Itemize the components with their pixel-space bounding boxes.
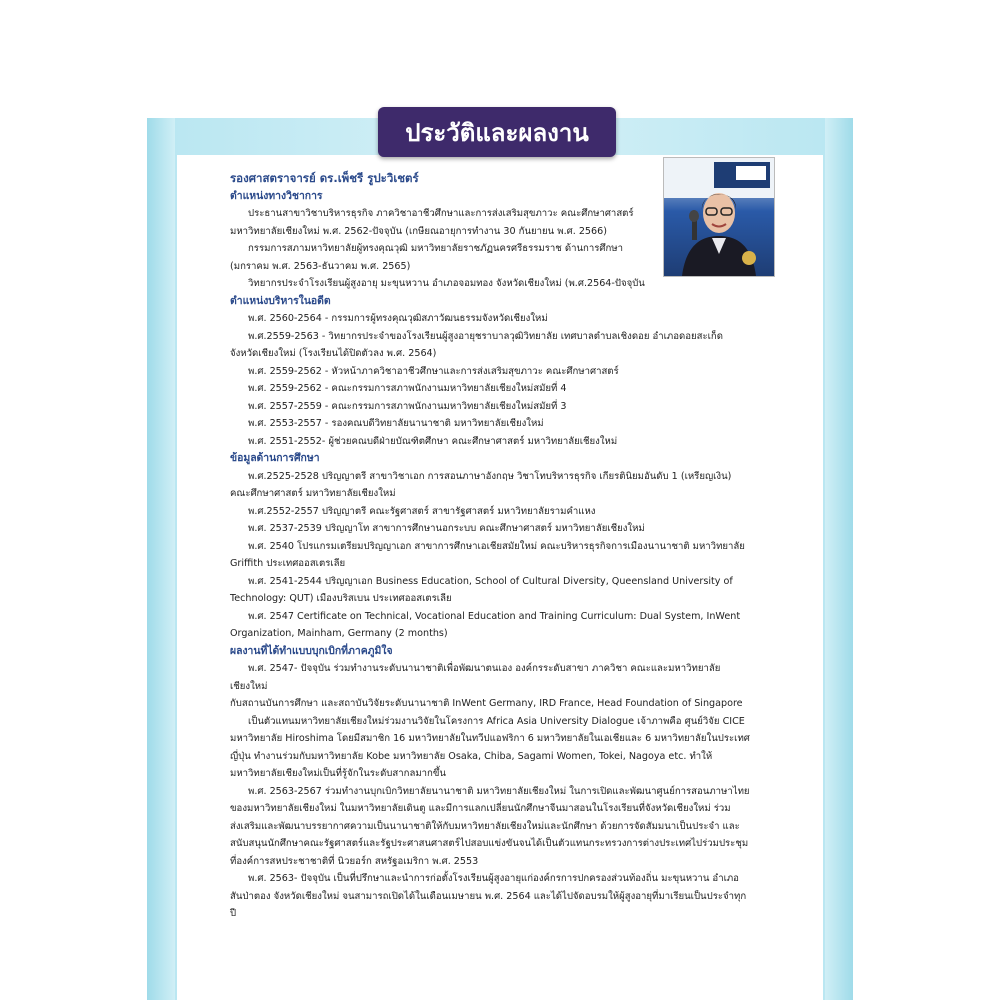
text-line: พ.ศ.2559-2563 - วิทยากรประจำของโรงเรียนผู้สูงอายุชราบาลวุฒิวิทยาลัย เทศบาลตำบลเชิงดอย อำเภอดอยสะเก็ด	[248, 330, 723, 342]
text-line: กับสถานบันการศึกษา และสถาบันวิจัยระดับนานาชาติ InWent Germany, IRD France, Head Foundation of Singapore	[230, 698, 743, 709]
text-line: ส่งเสริมและพัฒนาบรรยากาศความเป็นนานาชาติให้กับมหาวิทยาลัยเชียงใหม่และนักศึกษา ด้วยการจัดสัมมนาเป็นประจำ และ	[230, 820, 740, 832]
text-line: พ.ศ. 2551-2552- ผู้ช่วยคณบดีฝ่ายบัณฑิตศึกษา คณะศึกษาศาสตร์ มหาวิทยาลัยเชียงใหม่	[248, 435, 618, 447]
text-line: พ.ศ. 2563- ปัจจุบัน เป็นที่ปรึกษาและนำการก่อตั้งโรงเรียนผู้สูงอายุแก่องค์กรการปกครองส่วนท้องถิ่น มะขุนหวาน อำเภอ	[248, 873, 739, 884]
text-line: จังหวัดเชียงใหม่ (โรงเรียนได้ปิดตัวลง พ.ศ. 2564)	[230, 348, 437, 359]
text-line: พ.ศ. 2559-2562 - คณะกรรมการสภาพนักงานมหาวิทยาลัยเชียงใหม่สมัยที่ 4	[248, 383, 567, 394]
section-heading-pride: ผลงานที่ได้ทำแบบบุกเบิกที่ภาคภูมิใจ	[230, 644, 393, 657]
text-line: พ.ศ. 2557-2559 - คณะกรรมการสภาพนักงานมหาวิทยาลัยเชียงใหม่สมัยที่ 3	[248, 400, 567, 412]
text-line: พ.ศ. 2537-2539 ปริญญาโท สาขาการศึกษานอกระบบ คณะศึกษาศาสตร์ มหาวิทยาลัยเชียงใหม่	[248, 523, 645, 534]
text-line: พ.ศ.2552-2557 ปริญญาตรี คณะรัฐศาสตร์ สาขารัฐศาสตร์ มหาวิทยาลัยรามคำแหง	[248, 505, 596, 517]
text-line: มหาวิทยาลัยเชียงใหม่เป็นที่รู้จักในระดับสากลมากขึ้น	[230, 768, 446, 779]
text-line: Griffith ประเทศออสเตรเลีย	[230, 558, 346, 569]
title-banner	[378, 107, 616, 157]
text-line: ที่องค์การสหประชาชาติที่ นิวยอร์ก สหรัฐอเมริกา พ.ศ. 2553	[230, 855, 479, 867]
text-line: พ.ศ.2525-2528 ปริญญาตรี สาขาวิชาเอก การสอนภาษาอังกฤษ วิชาโทบริหารธุรกิจ เกียรตินิยมอันดับ 1 (เหรียญเงิน)	[248, 470, 732, 482]
section-heading-academic: ตำแหน่งทางวิชาการ	[230, 189, 323, 202]
text-line: วิทยากรประจำโรงเรียนผู้สูงอายุ มะขุนหวาน อำเภอจอมทอง จังหวัดเชียงใหม่ (พ.ศ.2564-ปัจจุบัน	[248, 278, 645, 289]
text-line: มหาวิทยาลัย Hiroshima โดยมีสมาชิก 16 มหาวิทยาลัยในทวีปแอฟริกา 6 มหาวิทยาลัยในเอเชียและ 6 มหาวิทยาลัยในประเทศ	[230, 733, 750, 744]
biography-content	[230, 170, 750, 923]
text-line: พ.ศ. 2553-2557 - รองคณบดีวิทยาลัยนานาชาติ มหาวิทยาลัยเชียงใหม่	[248, 418, 544, 429]
frame-edge-left	[147, 118, 175, 1000]
text-line: พ.ศ. 2547- ปัจจุบัน ร่วมทำงานระดับนานาชาติเพื่อพัฒนาตนเอง องค์กรระดับสาขา ภาควิชา คณะและมหาวิทยาลัยเชียงใหม่	[230, 663, 721, 692]
text-line: พ.ศ. 2540 โปรแกรมเตรียมปริญญาเอก สาขาการศึกษาเอเชียสมัยใหม่ คณะบริหารธุรกิจการเมืองนานาชาติ มหาวิทยาลัย	[248, 540, 745, 552]
person-name: รองศาสตราจารย์ ดร.เพ็ชรี รูปะวิเชตร์	[230, 171, 419, 185]
text-line: พ.ศ. 2560-2564 - กรรมการผู้ทรงคุณวุฒิสภาวัฒนธรรมจังหวัดเชียงใหม่	[248, 313, 548, 324]
text-line: ญี่ปุ่น ทำงานร่วมกับมหาวิทยาลัย Kobe มหาวิทยาลัย Osaka, Chiba, Sagami Women, Tokei, Nagoya etc. ทำให้	[230, 750, 713, 762]
section-heading-admin: ตำแหน่งบริหารในอดีต	[230, 294, 331, 307]
text-line: สันป่าตอง จังหวัดเชียงใหม่ จนสามารถเปิดได้ในเดือนเมษายน พ.ศ. 2564 และได้ไปจัดอบรมให้ผู้สูงอายุที่มาเรียนเป็นประจำทุกปี	[230, 890, 747, 919]
text-line: พ.ศ. 2541-2544 ปริญญาเอก Business Education, School of Cultural Diversity, Queensland University of	[248, 575, 733, 587]
text-line: พ.ศ. 2547 Certificate on Technical, Vocational Education and Training Curriculum: Dual System, InWent	[248, 610, 741, 622]
text-line: สนับสนุนนักศึกษาคณะรัฐศาสตร์และรัฐประศาสนศาสตร์ไปสอบแข่งขันจนได้เป็นตัวแทนกระทรวงการต่างประเทศไปร่วมประชุม	[230, 838, 749, 849]
page-title: ประวัติและผลงาน	[405, 118, 589, 147]
section-heading-education: ข้อมูลด้านการศึกษา	[230, 452, 320, 464]
frame-edge-right	[825, 118, 853, 1000]
text-line: ของมหาวิทยาลัยเชียงใหม่ ในมหาวิทยาลัยเดินตู และมีการแลกเปลี่ยนนักศึกษาจีนมาสอนในโรงเรียนที่จังหวัดเชียงใหม่ ร่วม	[230, 803, 731, 814]
text-line: กรรมการสภามหาวิทยาลัยผู้ทรงคุณวุฒิ มหาวิทยาลัยราชภัฏนครศรีธรรมราช ด้านการศึกษา	[248, 243, 623, 254]
text-line: (มกราคม พ.ศ. 2563-ธันวาคม พ.ศ. 2565)	[230, 260, 411, 272]
text-line: ประธานสาขาวิชาบริหารธุรกิจ ภาควิชาอาชีวศึกษาและการส่งเสริมสุขภาวะ คณะศึกษาศาสตร์	[248, 208, 634, 219]
text-line: พ.ศ. 2563-2567 ร่วมทำงานบุกเบิกวิทยาลัยนานาชาติ มหาวิทยาลัยเชียงใหม่ ในการเปิดและพัฒนาศูนย์การสอนภาษาไทย	[248, 785, 750, 797]
text-line: มหาวิทยาลัยเชียงใหม่ พ.ศ. 2562-ปัจจุบัน (เกษียณอายุการทำงาน 30 กันยายน พ.ศ. 2566)	[230, 225, 607, 237]
text-line: พ.ศ. 2559-2562 - หัวหน้าภาควิชาอาชีวศึกษาและการส่งเสริมสุขภาวะ คณะศึกษาศาสตร์	[248, 365, 619, 377]
text-line: คณะศึกษาศาสตร์ มหาวิทยาลัยเชียงใหม่	[230, 488, 396, 499]
text-line: Organization, Mainham, Germany (2 months)	[230, 628, 448, 639]
text-line: เป็นตัวแทนมหาวิทยาลัยเชียงใหม่ร่วมงานวิจัยในโครงการ Africa Asia University Dialogue เจ้าภาพคือ ศูนย์วิจัย CICE	[248, 715, 745, 727]
text-line: Technology: QUT) เมืองบริสเบน ประเทศออสเตรเลีย	[230, 593, 452, 604]
